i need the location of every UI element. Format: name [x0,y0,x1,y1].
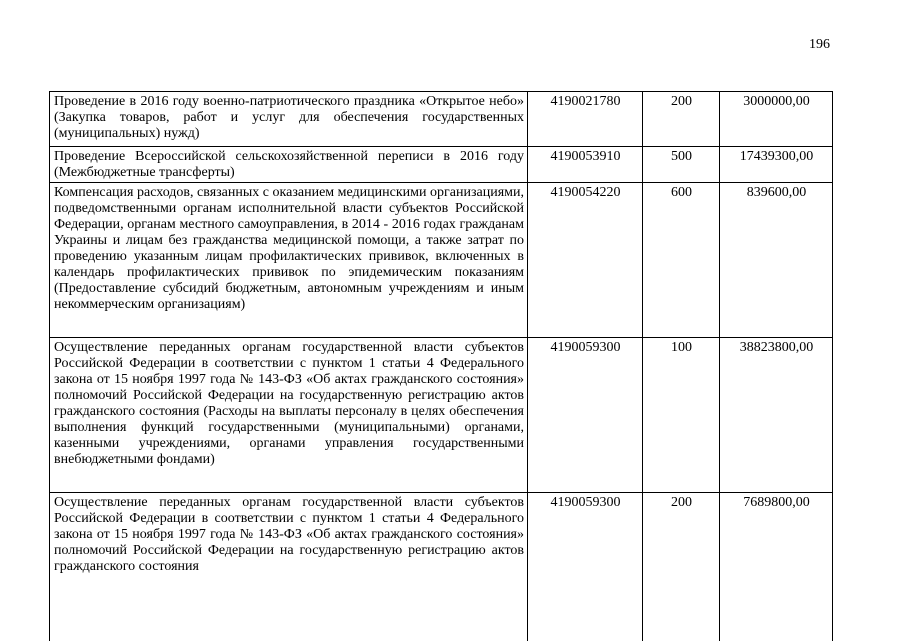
row-code: 4190059300 [528,493,643,641]
row-description: Проведение в 2016 году военно-патриотического праздника «Открытое небо» (Закупка товаров, работ и услуг для обеспечения государственных (муниципальных) нужд) [50,92,528,147]
row-expense-type: 500 [643,147,720,183]
table-row [50,92,833,147]
row-description: Компенсация расходов, связанных с оказанием медицинскими организациями, подведомственными органам исполнительной власти субъектов Российской Федерации, органам местного самоуправления, в 2014 - 2016 годах гражданам Украины и лицам без гражданства медицинской помощи, а также затрат по проведению указанным лицам профилактических прививок, включенных в календарь профилактических прививок по эпидемическим показаниям (Предоставление субсидий бюджетным, автономным учреждениям и иным некоммерческим организациям) [50,183,528,338]
row-expense-type: 200 [643,92,720,147]
row-code: 4190053910 [528,147,643,183]
row-code: 4190059300 [528,338,643,493]
row-expense-type: 600 [643,183,720,338]
row-amount: 839600,00 [720,183,833,338]
row-amount: 38823800,00 [720,338,833,493]
row-amount: 17439300,00 [720,147,833,183]
row-description: Проведение Всероссийской сельскохозяйственной переписи в 2016 году (Межбюджетные трансферты) [50,147,528,183]
table-row [50,183,833,338]
row-expense-type: 100 [643,338,720,493]
row-code: 4190021780 [528,92,643,147]
row-description: Осуществление переданных органам государственной власти субъектов Российской Федерации в соответствии с пунктом 1 статьи 4 Федерального закона от 15 ноября 1997 года № 143-ФЗ «Об актах гражданского состояния» полномочий Российской Федерации на государственную регистрацию актов гражданского состояния [50,493,528,641]
row-amount: 3000000,00 [720,92,833,147]
table-row [50,147,833,183]
row-code: 4190054220 [528,183,643,338]
page-number: 196 [780,37,830,53]
row-amount: 7689800,00 [720,493,833,641]
row-expense-type: 200 [643,493,720,641]
table-row [50,338,833,493]
budget-table [49,91,833,641]
row-description: Осуществление переданных органам государственной власти субъектов Российской Федерации в соответствии с пунктом 1 статьи 4 Федерального закона от 15 ноября 1997 года № 143-ФЗ «Об актах гражданского состояния» полномочий Российской Федерации на государственную регистрацию актов гражданского состояния (Расходы на выплаты персоналу в целях обеспечения выполнения функций государственными (муниципальными) органами, казенными учреждениями, органами управления государственными внебюджетными фондами) [50,338,528,493]
table-row [50,493,833,641]
